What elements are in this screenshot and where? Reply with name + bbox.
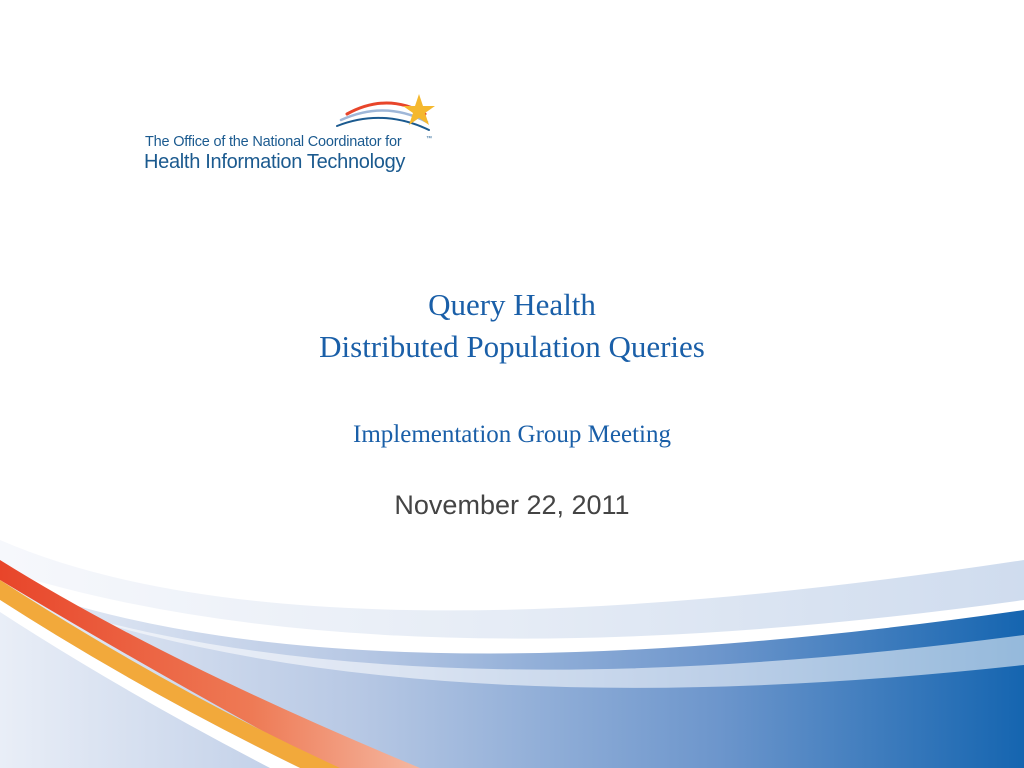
- logo-text-line2: Health Information Technology: [144, 151, 406, 173]
- slide-subtitle: Implementation Group Meeting: [353, 421, 671, 448]
- title-line2: Distributed Population Queries: [319, 329, 705, 364]
- title-line1: Query Health: [428, 287, 596, 322]
- decorative-swoosh: [0, 540, 1024, 768]
- slide-date: November 22, 2011: [394, 490, 630, 520]
- onc-logo: [142, 92, 442, 182]
- logo-text-line1: The Office of the National Coordinator for: [145, 134, 402, 150]
- logo-trademark: ™: [426, 136, 432, 142]
- slide-title: [0, 284, 1024, 368]
